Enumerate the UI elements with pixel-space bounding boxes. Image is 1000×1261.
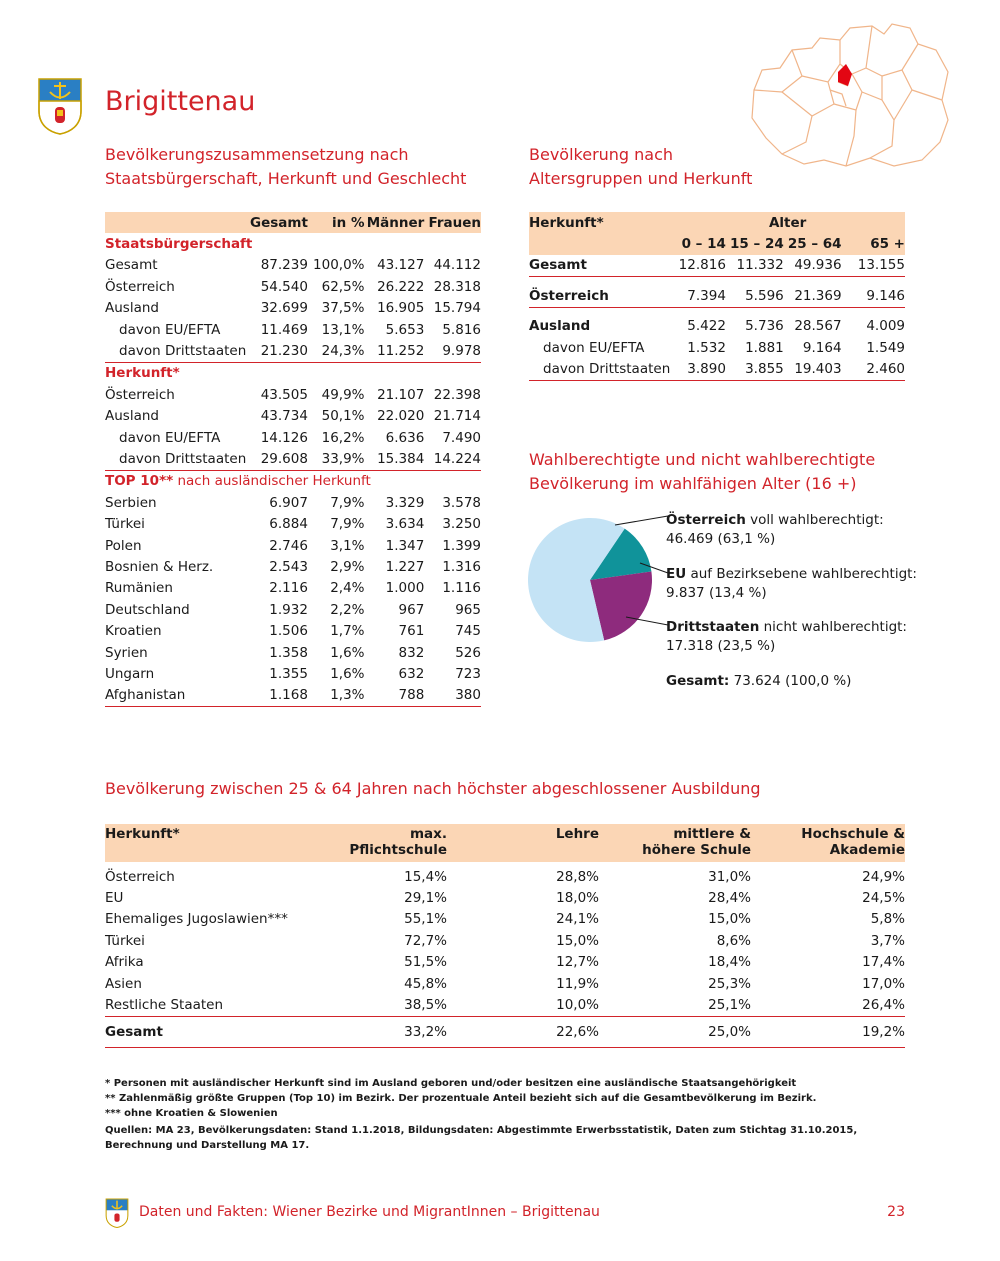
cell-frauen: 1.399	[442, 537, 481, 554]
cell-gesamt: 1.506	[269, 623, 308, 640]
citizenship-title-line1: Bevölkerungszusammensetzung nach	[105, 145, 409, 164]
table-row	[105, 599, 481, 620]
age-title-line1: Bevölkerung nach	[529, 145, 674, 164]
row-label: Gesamt	[105, 1016, 305, 1047]
cell-value: 18,0%	[556, 890, 599, 907]
cell-value: 28,8%	[556, 868, 599, 885]
column-header: in %	[332, 214, 365, 231]
voting-pie-chart	[520, 505, 670, 655]
cell-value: 51,5%	[404, 954, 447, 971]
table-row	[105, 276, 481, 297]
row-label: Österreich	[105, 278, 175, 295]
cell-frauen: 3.578	[442, 494, 481, 511]
table-row	[529, 307, 905, 337]
footnote-line: Berechnung und Darstellung MA 17.	[105, 1140, 310, 1151]
column-header: Frauen	[428, 214, 481, 231]
cell-value: 1.549	[866, 339, 905, 356]
row-label: Gesamt	[529, 255, 670, 277]
cell-pct: 62,5%	[321, 278, 365, 295]
education-table	[105, 824, 905, 1048]
cell-value: 15,4%	[404, 868, 447, 885]
cell-maenner: 1.347	[385, 537, 425, 554]
column-header: Hochschule & Akademie	[801, 826, 905, 858]
column-header: 65 +	[870, 236, 905, 253]
legend-entry	[666, 511, 884, 549]
column-header: 25 – 64	[787, 236, 842, 253]
table-row	[105, 492, 481, 513]
cell-frauen: 9.978	[424, 340, 481, 362]
cell-value: 15,0%	[708, 911, 751, 928]
cell-value: 8,6%	[716, 932, 751, 949]
row-label: Ungarn	[105, 665, 155, 682]
cell-value: 31,0%	[708, 868, 751, 885]
cell-maenner: 43.127	[377, 257, 425, 274]
cell-value: 33,2%	[305, 1016, 447, 1047]
table-row	[105, 663, 481, 684]
row-label: davon EU/EFTA	[543, 339, 645, 356]
cell-gesamt: 11.469	[260, 321, 308, 338]
pie-leader-line	[615, 516, 668, 525]
table-row	[105, 642, 481, 663]
cell-frauen: 5.816	[442, 321, 481, 338]
cell-frauen: 22.398	[433, 386, 481, 403]
cell-gesamt: 2.746	[269, 537, 308, 554]
row-label: Österreich	[105, 868, 175, 885]
table-row	[105, 255, 481, 276]
table-row	[105, 578, 481, 599]
legend-total-value: 73.624 (100,0 %)	[729, 673, 852, 689]
cell-value: 7.394	[670, 277, 726, 307]
cell-pct: 50,1%	[321, 408, 365, 425]
table-row	[105, 448, 481, 470]
cell-maenner: 11.252	[365, 340, 425, 362]
cell-value: 15,0%	[556, 932, 599, 949]
cell-frauen: 965	[455, 601, 481, 618]
cell-value: 3,7%	[870, 932, 905, 949]
row-label: Türkei	[105, 516, 145, 533]
cell-value: 1.532	[687, 339, 726, 356]
row-label: Rumänien	[105, 580, 173, 597]
section-header-text: TOP 10**	[105, 473, 174, 490]
legend-value: 9.837 (13,4 %)	[666, 585, 767, 601]
cell-gesamt: 2.116	[269, 580, 308, 597]
cell-maenner: 3.329	[385, 494, 425, 511]
row-label: Restliche Staaten	[105, 994, 305, 1016]
legend-desc: auf Bezirksebene wahlberechtigt:	[686, 566, 917, 582]
row-label: Serbien	[105, 494, 157, 511]
legend-desc: voll wahlberechtigt:	[745, 512, 884, 528]
row-label: Asien	[105, 975, 142, 992]
cell-frauen: 21.714	[433, 408, 481, 425]
cell-value: 12.816	[670, 255, 726, 277]
voting-title-line1: Wahlberechtigte und nicht wahlberechtigte	[529, 450, 876, 469]
cell-value: 28,4%	[708, 890, 751, 907]
cell-gesamt: 43.734	[260, 408, 308, 425]
cell-maenner: 5.653	[385, 321, 425, 338]
cell-maenner: 1.227	[385, 558, 425, 575]
cell-pct: 2,4%	[330, 580, 365, 597]
column-header: Gesamt	[250, 214, 308, 231]
cell-pct: 37,5%	[321, 300, 365, 317]
cell-gesamt: 2.543	[269, 558, 308, 575]
voting-title-line2: Bevölkerung im wahlfähigen Alter (16 +)	[529, 474, 857, 493]
cell-frauen: 15.794	[433, 300, 481, 317]
table-row	[105, 513, 481, 534]
cell-value: 12,7%	[556, 954, 599, 971]
cell-value: 21.369	[784, 277, 842, 307]
cell-value: 13.155	[842, 255, 905, 277]
cell-gesamt: 1.932	[269, 601, 308, 618]
table-row	[529, 358, 905, 380]
row-label: Ausland	[529, 318, 591, 335]
table-row	[105, 862, 905, 887]
cell-gesamt: 87.239	[260, 257, 308, 274]
cell-value: 9.164	[802, 339, 842, 356]
cell-value: 24,1%	[556, 911, 599, 928]
legend-value: 17.318 (23,5 %)	[666, 638, 776, 654]
footnote-line: * Personen mit ausländischer Herkunft sind im Ausland geboren und/oder besitzen eine ausländische Staatsangehörigkeit	[105, 1078, 797, 1089]
row-label: Ehemaliges Jugoslawien***	[105, 911, 288, 928]
column-header	[105, 212, 246, 233]
column-header: max. Pflichtschule	[349, 826, 447, 858]
cell-value: 19,2%	[751, 1016, 905, 1047]
cell-value: 28.567	[794, 318, 842, 335]
citizenship-table	[105, 212, 481, 707]
cell-maenner: 761	[398, 623, 425, 640]
cell-pct: 49,9%	[321, 386, 365, 403]
column-header: Herkunft*	[529, 214, 604, 231]
column-header: 0 – 14	[681, 236, 726, 253]
cell-frauen: 14.224	[424, 448, 481, 470]
table-row	[105, 620, 481, 641]
cell-value: 72,7%	[404, 932, 447, 949]
cell-value: 17,0%	[862, 975, 905, 992]
cell-frauen: 723	[455, 665, 481, 682]
voting-section-title	[529, 448, 875, 496]
cell-pct: 1,6%	[330, 665, 365, 682]
cell-pct: 7,9%	[330, 516, 365, 533]
cell-frauen: 44.112	[433, 257, 481, 274]
cell-value: 10,0%	[447, 994, 599, 1016]
row-label: Kroatien	[105, 623, 162, 640]
age-title-line2: Altersgruppen und Herkunft	[529, 169, 753, 188]
cell-frauen: 380	[424, 685, 481, 707]
table-row	[105, 319, 481, 340]
cell-gesamt: 29.608	[246, 448, 308, 470]
row-label: Deutschland	[105, 601, 190, 618]
table-row	[105, 994, 905, 1016]
cell-gesamt: 21.230	[246, 340, 308, 362]
cell-value: 25,3%	[708, 975, 751, 992]
table-row	[105, 384, 481, 405]
section-header-text: Herkunft*	[105, 365, 180, 382]
cell-maenner: 3.634	[385, 516, 425, 533]
table-row	[105, 973, 905, 994]
cell-value: 29,1%	[404, 890, 447, 907]
table-row	[105, 909, 905, 930]
footer-text: Daten und Fakten: Wiener Bezirke und MigrantInnen – Brigittenau	[139, 1204, 600, 1220]
cell-value: 3.855	[726, 358, 784, 380]
row-label: Ausland	[105, 408, 159, 425]
cell-value: 26,4%	[751, 994, 905, 1016]
cell-maenner: 967	[398, 601, 425, 618]
row-label: Afghanistan	[105, 685, 246, 707]
row-label: Türkei	[105, 932, 145, 949]
section-header	[105, 362, 481, 384]
cell-pct: 3,1%	[330, 537, 365, 554]
legend-total-label: Gesamt:	[666, 673, 730, 689]
row-label: Bosnien & Herz.	[105, 558, 214, 575]
cell-pct: 100,0%	[313, 257, 365, 274]
cell-value: 45,8%	[404, 975, 447, 992]
cell-value: 9.146	[842, 277, 905, 307]
table-row	[105, 535, 481, 556]
table-row	[105, 952, 905, 973]
row-label: davon EU/EFTA	[119, 321, 221, 338]
cell-frauen: 1.116	[442, 580, 481, 597]
footer-crest-icon	[105, 1198, 129, 1228]
cell-value: 19.403	[784, 358, 842, 380]
cell-frauen: 7.490	[442, 429, 481, 446]
cell-gesamt: 54.540	[260, 278, 308, 295]
age-table	[529, 212, 905, 381]
cell-pct: 2,2%	[330, 601, 365, 618]
cell-value: 5.596	[726, 277, 784, 307]
cell-maenner: 632	[398, 665, 425, 682]
cell-gesamt: 43.505	[260, 386, 308, 403]
education-section-title: Bevölkerung zwischen 25 & 64 Jahren nach höchster abgeschlossener Ausbildung	[105, 779, 761, 798]
cell-pct: 1,6%	[330, 644, 365, 661]
cell-maenner: 15.384	[365, 448, 425, 470]
table-row	[105, 685, 481, 707]
footnote-line: ** Zahlenmäßig größte Gruppen (Top 10) im Bezirk. Der prozentuale Anteil bezieht sich auf die Gesamtbevölkerung im Bezirk.	[105, 1093, 817, 1104]
cell-value: 55,1%	[404, 911, 447, 928]
cell-pct: 7,9%	[330, 494, 365, 511]
table-row	[105, 930, 905, 951]
cell-gesamt: 1.358	[269, 644, 308, 661]
cell-maenner: 832	[398, 644, 425, 661]
section-header-text: Staatsbürgerschaft	[105, 236, 253, 253]
cell-pct: 1,3%	[308, 685, 365, 707]
cell-gesamt: 14.126	[260, 429, 308, 446]
cell-pct: 2,9%	[330, 558, 365, 575]
footnote-line: *** ohne Kroatien & Slowenien	[105, 1108, 278, 1119]
cell-frauen: 28.318	[433, 278, 481, 295]
section-header-row	[105, 470, 481, 492]
cell-gesamt: 32.699	[260, 300, 308, 317]
cell-pct: 33,9%	[308, 448, 365, 470]
cell-gesamt: 1.355	[269, 665, 308, 682]
page-number: 23	[887, 1204, 905, 1220]
cell-gesamt: 6.884	[269, 516, 308, 533]
column-header: Männer	[366, 214, 425, 231]
cell-frauen: 526	[455, 644, 481, 661]
row-label: Afrika	[105, 954, 144, 971]
table-row	[105, 406, 481, 427]
table-row	[105, 427, 481, 448]
cell-value: 24,9%	[862, 868, 905, 885]
row-label: davon Drittstaaten	[529, 358, 670, 380]
table-row	[105, 340, 481, 362]
cell-maenner: 21.107	[377, 386, 425, 403]
footnote-line: Quellen: MA 23, Bevölkerungsdaten: Stand 1.1.2018, Bildungsdaten: Abgestimmte Erwerbsstatistik, Daten zum Stichtag 31.10.2015,	[105, 1125, 858, 1136]
cell-frauen: 3.250	[442, 516, 481, 533]
total-row	[105, 1016, 905, 1047]
section-header	[105, 470, 481, 492]
column-header: Lehre	[555, 826, 599, 842]
cell-value: 11,9%	[556, 975, 599, 992]
cell-frauen: 745	[455, 623, 481, 640]
vienna-district-map-icon	[742, 20, 952, 170]
cell-value: 18,4%	[708, 954, 751, 971]
cell-value: 22,6%	[447, 1016, 599, 1047]
table-row	[529, 337, 905, 358]
column-header: Herkunft*	[105, 826, 180, 842]
cell-value: 4.009	[866, 318, 905, 335]
section-header-row	[105, 362, 481, 384]
row-label: EU	[105, 890, 124, 907]
row-label: Österreich	[105, 386, 175, 403]
row-label: Syrien	[105, 644, 148, 661]
cell-gesamt: 1.168	[246, 685, 308, 707]
cell-value: 17,4%	[862, 954, 905, 971]
cell-value: 3.890	[670, 358, 726, 380]
cell-maenner: 22.020	[377, 408, 425, 425]
cell-gesamt: 6.907	[269, 494, 308, 511]
row-label: davon EU/EFTA	[119, 429, 221, 446]
age-section-title	[529, 143, 752, 191]
table-row	[105, 556, 481, 577]
cell-pct: 16,2%	[321, 429, 365, 446]
cell-value: 25,1%	[599, 994, 751, 1016]
row-label: davon Drittstaaten	[105, 340, 246, 362]
cell-value: 25,0%	[599, 1016, 751, 1047]
column-header: Alter	[768, 214, 807, 231]
legend-name: EU	[666, 566, 687, 582]
citizenship-section-title	[105, 143, 466, 191]
cell-value: 11.332	[726, 255, 784, 277]
section-header-text: nach ausländischer Herkunft	[173, 473, 371, 490]
cell-value: 5.736	[745, 318, 784, 335]
cell-value: 24,5%	[862, 890, 905, 907]
cell-maenner: 16.905	[377, 300, 425, 317]
table-row	[105, 298, 481, 319]
legend-desc: nicht wahlberechtigt:	[759, 619, 907, 635]
district-title: Brigittenau	[105, 86, 256, 117]
cell-pct: 13,1%	[321, 321, 365, 338]
cell-maenner: 1.000	[385, 580, 425, 597]
district-crest-icon	[37, 77, 83, 135]
column-header: mittlere & höhere Schule	[642, 826, 751, 858]
cell-frauen: 1.316	[442, 558, 481, 575]
row-label: Ausland	[105, 300, 159, 317]
cell-maenner: 26.222	[377, 278, 425, 295]
table-row	[529, 277, 905, 307]
citizenship-title-line2: Staatsbürgerschaft, Herkunft und Geschlecht	[105, 169, 467, 188]
cell-value: 1.881	[745, 339, 784, 356]
row-label: Gesamt	[105, 257, 158, 274]
legend-total	[666, 672, 851, 691]
legend-entry	[666, 618, 907, 656]
section-header-row	[105, 233, 481, 254]
cell-value: 49.936	[784, 255, 842, 277]
cell-maenner: 6.636	[385, 429, 425, 446]
legend-entry	[666, 565, 917, 603]
row-label: davon Drittstaaten	[105, 448, 246, 470]
section-header	[105, 233, 481, 254]
row-label: Österreich	[529, 277, 670, 307]
legend-name: Österreich	[666, 512, 746, 528]
footnotes	[105, 1076, 925, 1153]
table-row	[529, 255, 905, 277]
column-header: 15 – 24	[730, 236, 784, 253]
cell-value: 5.422	[687, 318, 726, 335]
legend-value: 46.469 (63,1 %)	[666, 531, 776, 547]
cell-pct: 24,3%	[308, 340, 365, 362]
cell-maenner: 788	[365, 685, 425, 707]
legend-name: Drittstaaten	[666, 619, 760, 635]
table-row	[105, 887, 905, 908]
row-label: Polen	[105, 537, 142, 554]
cell-value: 2.460	[842, 358, 905, 380]
cell-pct: 1,7%	[330, 623, 365, 640]
cell-value: 38,5%	[305, 994, 447, 1016]
cell-value: 5,8%	[870, 911, 905, 928]
